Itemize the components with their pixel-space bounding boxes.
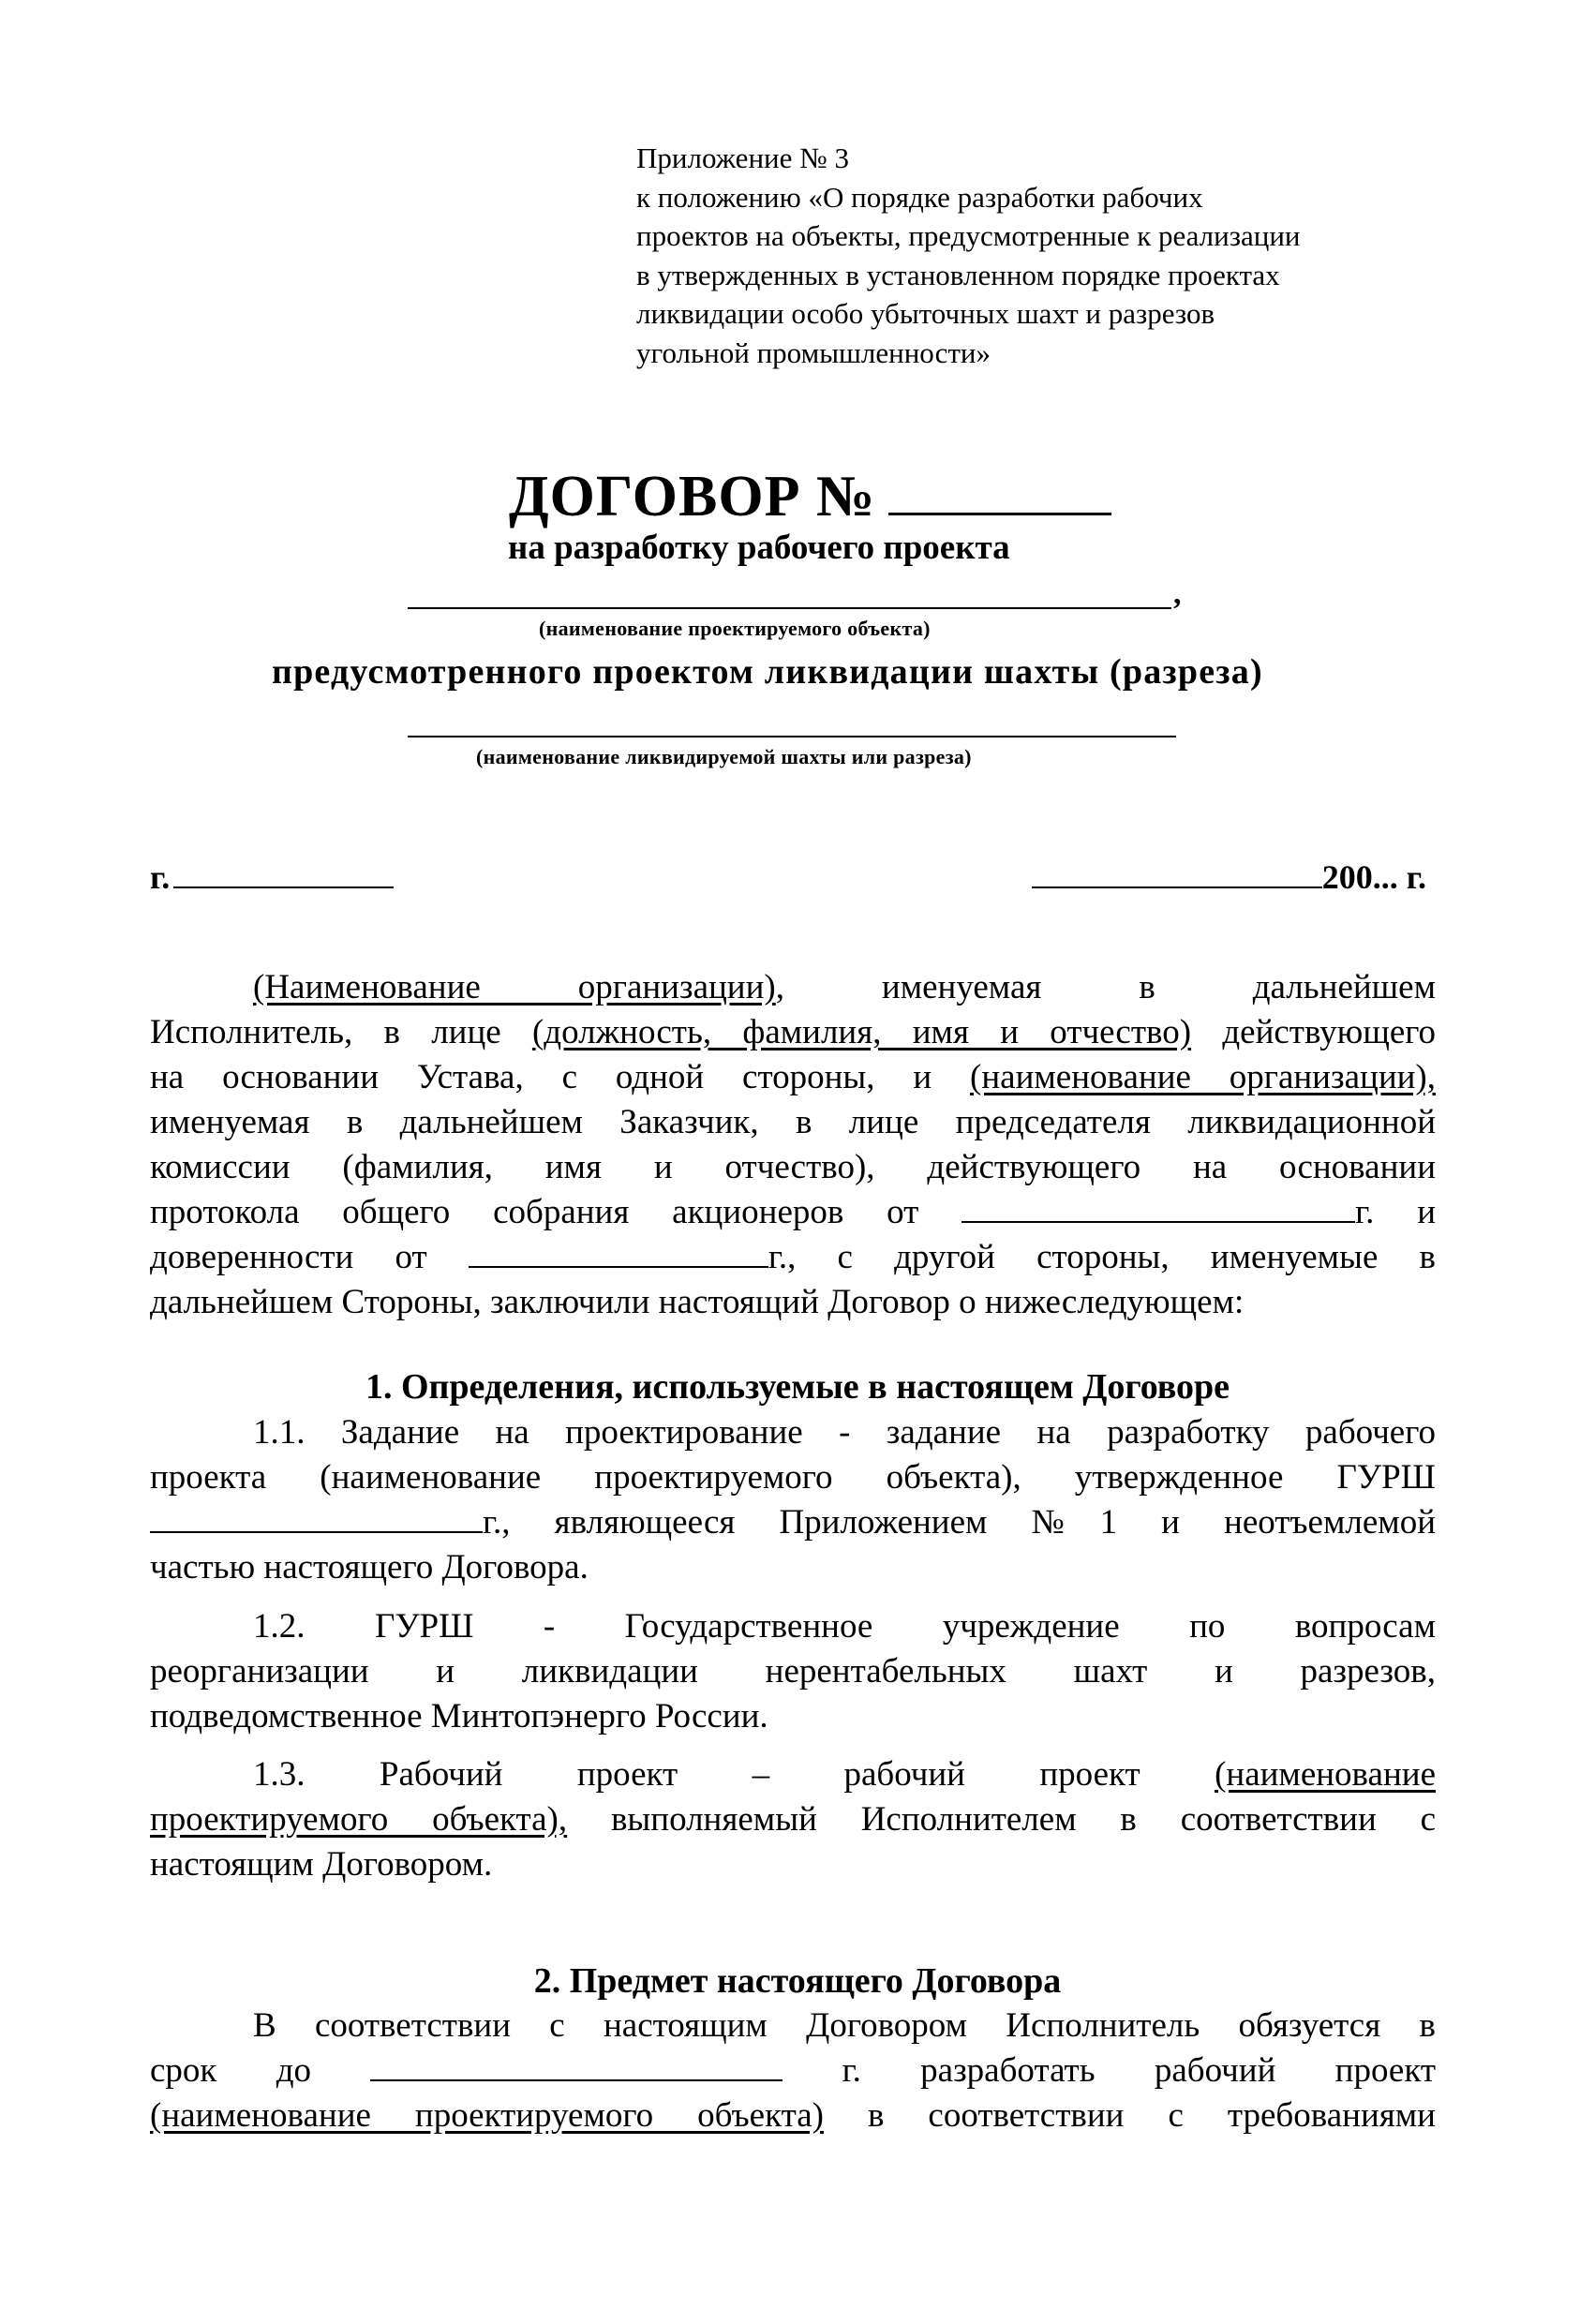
placeholder-organization: (наименование организации), bbox=[970, 1058, 1436, 1096]
clause-line bbox=[150, 1752, 1436, 1797]
preamble-text: доверенности от bbox=[150, 1238, 469, 1276]
power-of-attorney-date-blank bbox=[469, 1238, 768, 1268]
place-prefix: г. bbox=[150, 858, 171, 896]
clause-text: г., являющееся Приложением №1 и неотъемлемой bbox=[483, 1503, 1436, 1542]
annex-line: Приложение № 3 bbox=[636, 142, 849, 174]
clause-line bbox=[150, 1797, 1436, 1842]
object-name-caption: (наименование проектируемого объекта) bbox=[539, 617, 931, 640]
clause-text: выполняемый Исполнителем в соответствии с bbox=[567, 1800, 1437, 1839]
clause-line: реорганизации и ликвидации нерентабельных шахт и разрезов, bbox=[150, 1652, 1436, 1691]
clause-line: проекта (наименование проектируемого объекта), утвержденное ГУРШ bbox=[150, 1458, 1436, 1497]
annex-line: проектов на объекты, предусмотренные к реализации bbox=[636, 219, 1301, 252]
contract-title-text: ДОГОВОР № bbox=[509, 465, 876, 529]
clause-line: В соответствии с настоящим Договором Исполнитель обязуется в bbox=[253, 2006, 1436, 2045]
clause-line: 1.2. ГУРШ - Государственное учреждение по вопросам bbox=[253, 1607, 1436, 1646]
preamble-text: г. и bbox=[1355, 1193, 1436, 1231]
mine-name-caption: (наименование ликвидируемой шахты или разреза) bbox=[476, 745, 972, 768]
clause-line: частью настоящего Договора. bbox=[150, 1548, 589, 1587]
clause-text: 1.3. Рабочий проект – рабочий проект bbox=[253, 1755, 1215, 1794]
contract-title bbox=[509, 464, 1111, 530]
clause-line: подведомственное Минтопэнерго России. bbox=[150, 1697, 768, 1736]
section-2-heading: 2. Предмет настоящего Договора bbox=[533, 1961, 1062, 2001]
section-2-text bbox=[150, 2004, 1436, 2138]
preamble-line: комиссии (фамилия, имя и отчество), действующего на основании bbox=[150, 1148, 1436, 1186]
clause-line bbox=[150, 2048, 1436, 2093]
date-blank bbox=[1032, 858, 1322, 888]
preamble-text: протокола общего собрания акционеров от bbox=[150, 1193, 962, 1231]
annex-line: угольной промышленности» bbox=[636, 335, 991, 369]
protocol-date-blank bbox=[961, 1193, 1355, 1223]
placeholder-position-name: (должность, фамилия, имя и отчество) bbox=[531, 1013, 1192, 1051]
deadline-date-blank bbox=[370, 2051, 783, 2081]
date-field bbox=[1032, 857, 1426, 897]
preamble bbox=[150, 965, 1436, 1325]
mine-name-blank bbox=[408, 736, 1176, 737]
annex-line: ликвидации особо убыточных шахт и разрезов bbox=[636, 297, 1215, 330]
annex-line: к положению «О порядке разработки рабочих bbox=[636, 180, 1203, 214]
date-suffix: 200... г. bbox=[1321, 858, 1426, 896]
preamble-line bbox=[150, 1190, 1436, 1235]
place-field bbox=[150, 857, 394, 897]
placeholder-organization: (Наименование организации) bbox=[253, 968, 776, 1006]
object-name-comma: , bbox=[1173, 576, 1182, 611]
clause-text: срок до bbox=[150, 2051, 371, 2090]
annex-line: в утвержденных в установленном порядке проектах bbox=[636, 258, 1280, 291]
section-1-clause-3 bbox=[150, 1752, 1436, 1887]
clause-text: г. разработать рабочий проект bbox=[783, 2051, 1436, 2090]
preamble-line bbox=[150, 965, 1436, 1010]
annex-note bbox=[636, 139, 1480, 372]
contract-number-blank bbox=[888, 464, 1111, 515]
placeholder-object-name: проектируемого объекта), bbox=[150, 1800, 568, 1839]
preamble-text: , именуемая в дальнейшем bbox=[775, 968, 1436, 1006]
liquidation-subject-line: предусмотренного проектом ликвидации шахты (разреза) bbox=[272, 652, 1263, 692]
clause-text: в соответствии с требованиями bbox=[823, 2096, 1436, 2135]
contract-subtitle: на разработку рабочего проекта bbox=[508, 529, 1010, 567]
clause-line: 1.1. Задание на проектирование - задание на разработку рабочего bbox=[253, 1413, 1436, 1452]
place-blank bbox=[173, 858, 394, 888]
preamble-line bbox=[150, 1055, 1436, 1100]
section-1-heading: 1. Определения, используемые в настоящем Договоре bbox=[365, 1367, 1230, 1407]
preamble-line bbox=[150, 1235, 1436, 1280]
clause-line bbox=[150, 1500, 1436, 1545]
clause-line: настоящим Договором. bbox=[150, 1845, 493, 1884]
preamble-line bbox=[150, 1010, 1436, 1055]
preamble-text: Исполнитель, в лице bbox=[150, 1013, 532, 1051]
placeholder-object-name: (наименование проектируемого объекта) bbox=[150, 2096, 824, 2135]
clause-line bbox=[150, 2093, 1436, 2138]
approval-date-blank bbox=[150, 1503, 483, 1533]
preamble-line: именуемая в дальнейшем Заказчик, в лице председателя ликвидационной bbox=[150, 1103, 1436, 1141]
object-name-blank bbox=[408, 607, 1171, 609]
preamble-text: на основании Устава, с одной стороны, и bbox=[150, 1058, 971, 1096]
section-1-clause-1 bbox=[150, 1410, 1436, 1590]
preamble-text: действующего bbox=[1191, 1013, 1436, 1051]
preamble-line: дальнейшем Стороны, заключили настоящий Договор о нижеследующем: bbox=[150, 1283, 1245, 1321]
preamble-text: г., с другой стороны, именуемые в bbox=[768, 1238, 1436, 1276]
placeholder-object-name: (наименование bbox=[1215, 1755, 1436, 1794]
section-1-clause-2 bbox=[150, 1604, 1436, 1739]
